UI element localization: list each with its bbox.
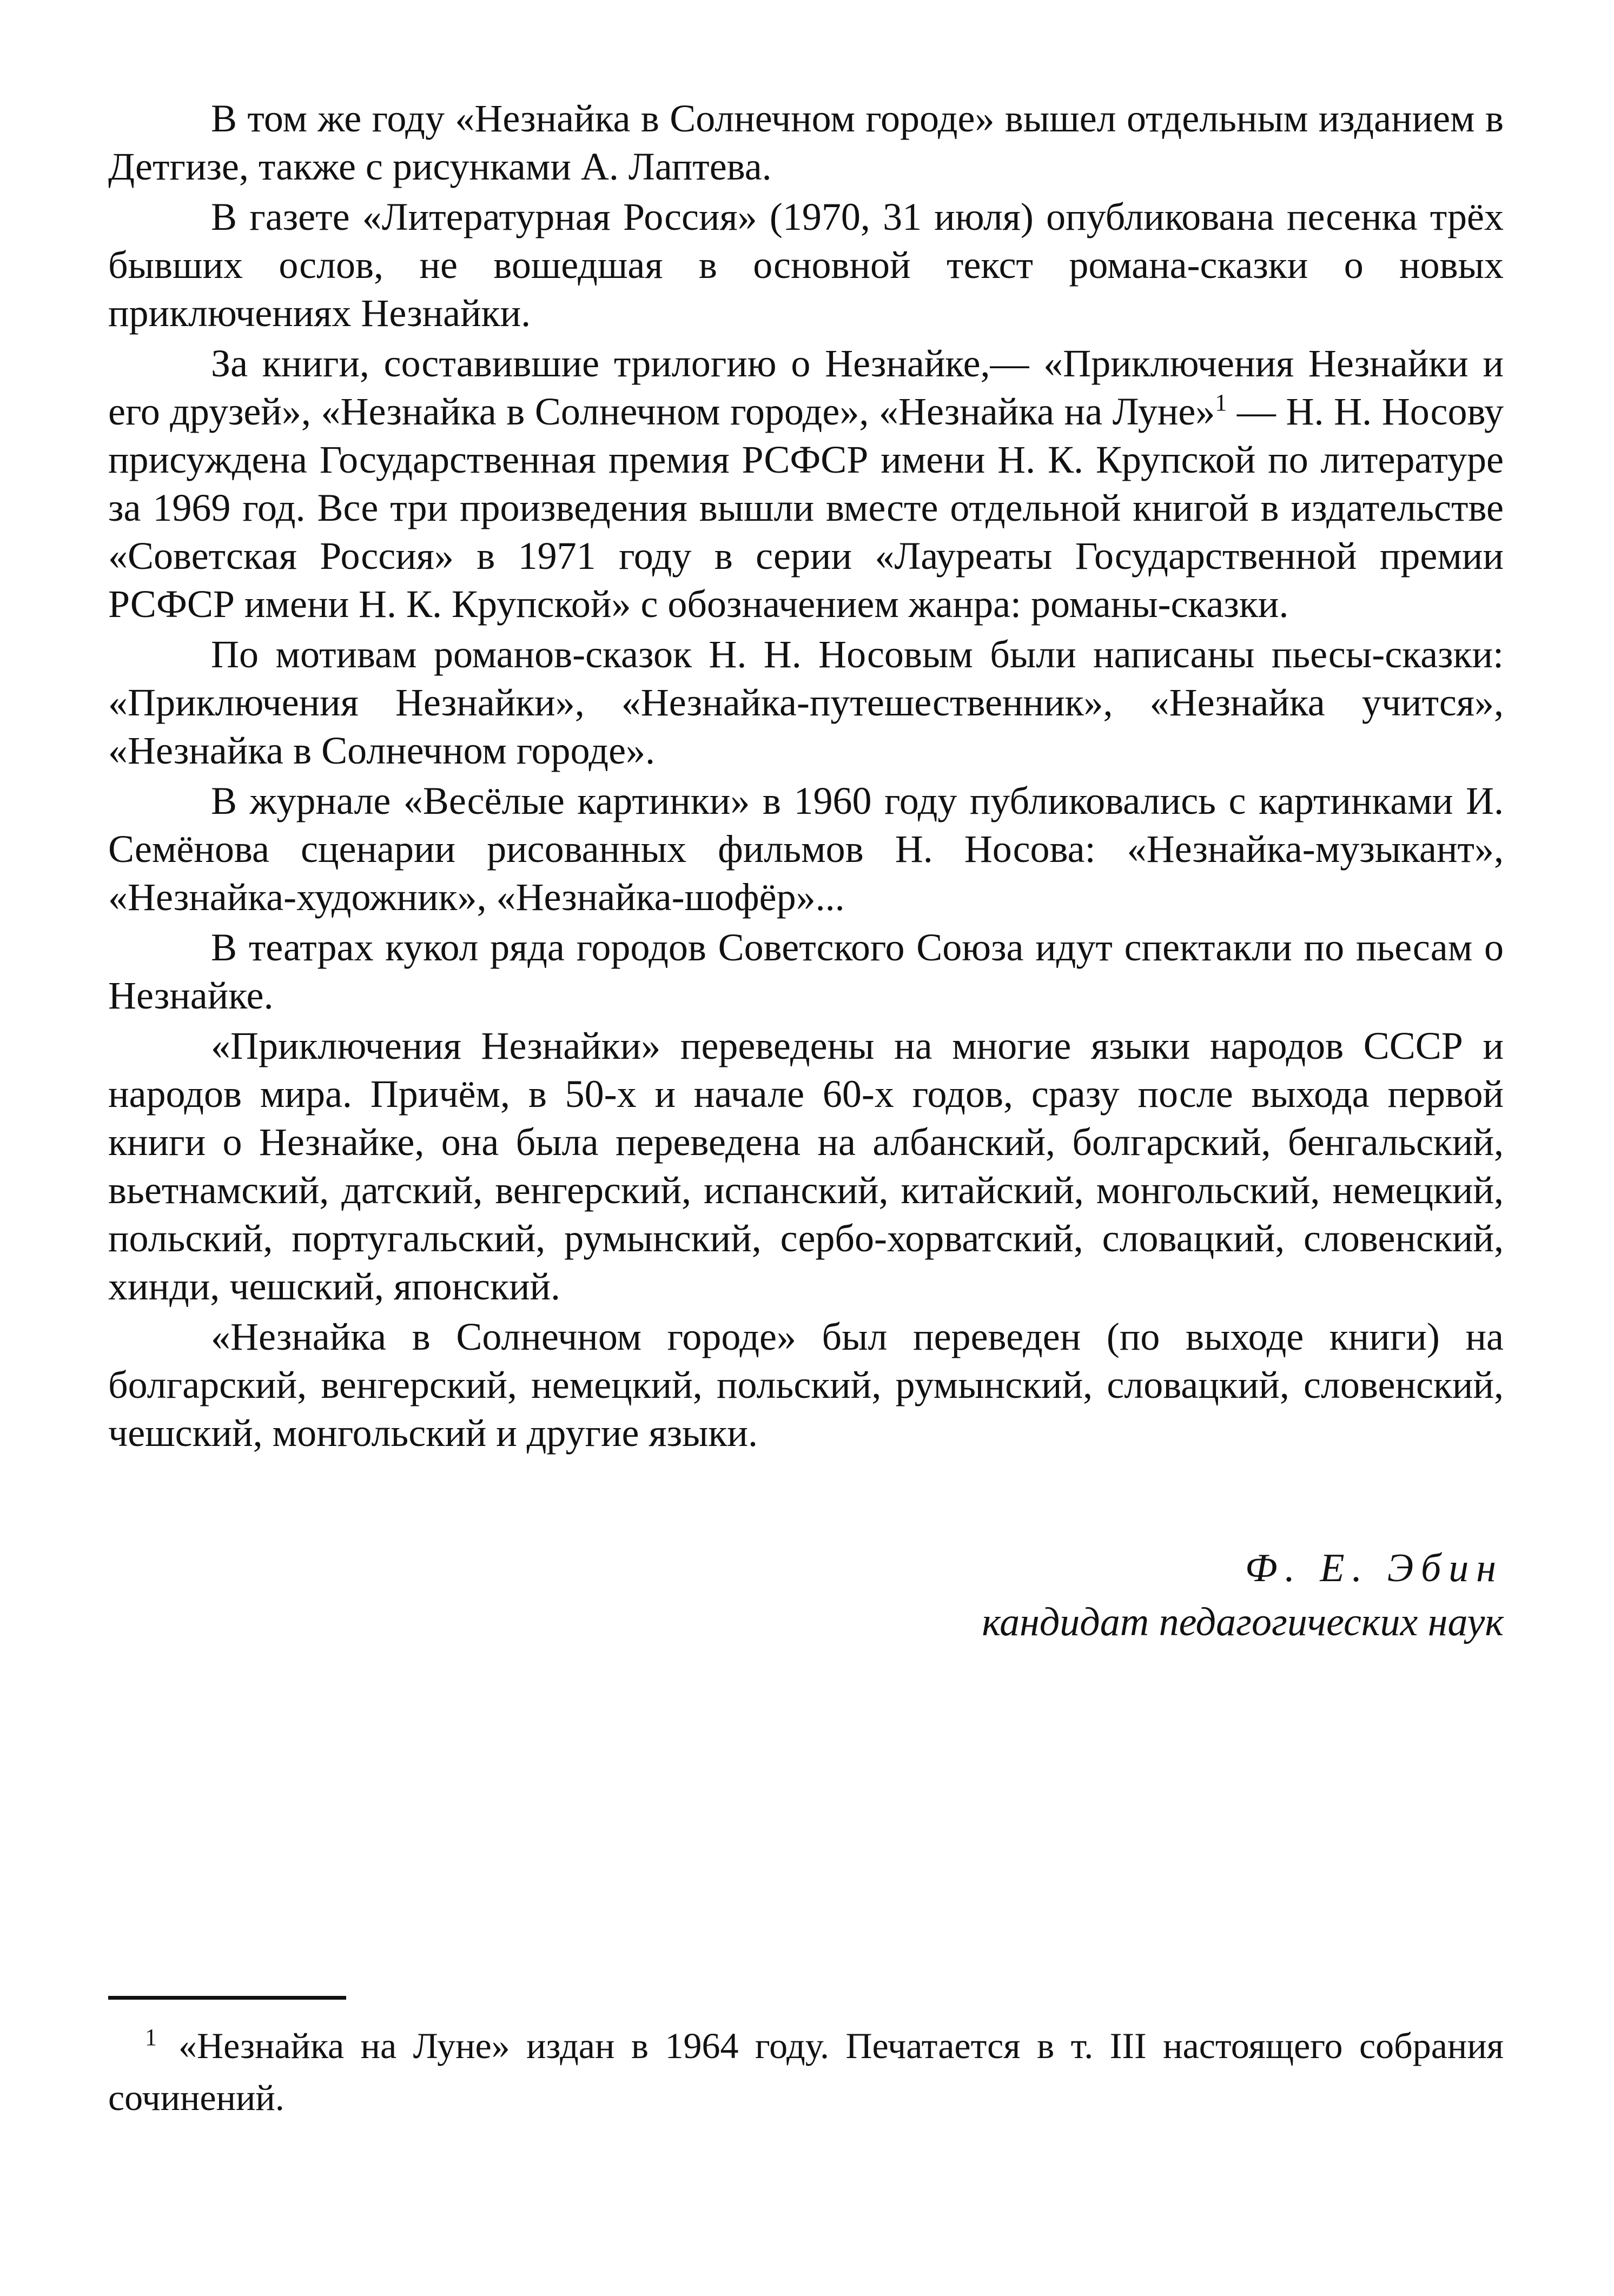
paragraph-sunny-city-translations: «Незнайка в Солнечном городе» был переведен (по выходе книги) на болгарский, венгерский, немецкий, польский, румынский, словацкий, словенский, чешский, монгольский и другие языки. (108, 1315, 1504, 1455)
author-signature (982, 1541, 1504, 1649)
trilogy-text-after-ref: — Н. Н. Носову присуждена Государственная премия РСФСР имени Н. К. Крупской по литературе за 1969 год. Все три произведения вышли вместе отдельной книгой в издательстве «Советская Россия» в 1971 году в серии «Лауреаты Государственной премии РСФСР имени Н. К. Крупской» с обозначением жанра: романы-сказки. (108, 390, 1504, 626)
footnote: 1 «Незнайка на Луне» издан в 1964 году. Печатается в т. III настоящего собрания сочинений. (108, 2024, 1504, 2118)
author-name: Ф. Е. Эбин (1245, 1546, 1504, 1590)
paragraph-separate-edition: В том же году «Незнайка в Солнечном городе» вышел отдельным изданием в Детгизе, также с рисунками А. Лаптева. (108, 97, 1504, 188)
footnote-text: «Незнайка на Луне» издан в 1964 году. Печатается в т. III настоящего собрания сочинений. (108, 2025, 1504, 2118)
paragraph-magazine: В журнале «Весёлые картинки» в 1960 году публиковались с картинками И. Семёнова сценарии рисованных фильмов Н. Носова: «Незнайка-музыкант», «Незнайка-художник», «Незнайка-шофёр»... (108, 779, 1504, 919)
paragraph-trilogy-prize (108, 340, 1504, 628)
trilogy-text-before-ref: За книги, составившие трилогию о Незнайке,— «Приключения Незнайки и его друзей», «Незнайка в Солнечном городе», «Незнайка на Луне» (108, 342, 1504, 433)
paragraph-puppet-theatres: В театрах кукол ряда городов Советского Союза идут спектакли по пьесам о Незнайке. (108, 926, 1504, 1017)
footnote-reference: 1 (1215, 389, 1227, 416)
article-body (108, 95, 1504, 1459)
paragraph-plays: По мотивам романов-сказок Н. Н. Носовым были написаны пьесы-сказки: «Приключения Незнайки», «Незнайка-путешественник», «Незнайка учится», «Незнайка в Солнечном городе». (108, 633, 1504, 772)
footnote-divider (108, 1996, 346, 2000)
paragraph-newspaper-song: В газете «Литературная Россия» (1970, 31 июля) опубликована песенка трёх бывших ослов, не вошедшая в основной текст романа-сказки о новых приключениях Незнайки. (108, 195, 1504, 335)
author-title: кандидат педагогических наук (982, 1600, 1504, 1644)
paragraph-translations: «Приключения Незнайки» переведены на многие языки народов СССР и народов мира. Причём, в 50-х и начале 60-х годов, сразу после выхода первой книги о Незнайке, она была переведена на албанский, болгарский, бенгальский, вьетнамский, датский, венгерский, испанский, китайский, монгольский, немецкий, польский, португальский, румынский, сербо-хорватский, словацкий, словенский, хинди, чешский, японский. (108, 1024, 1504, 1308)
